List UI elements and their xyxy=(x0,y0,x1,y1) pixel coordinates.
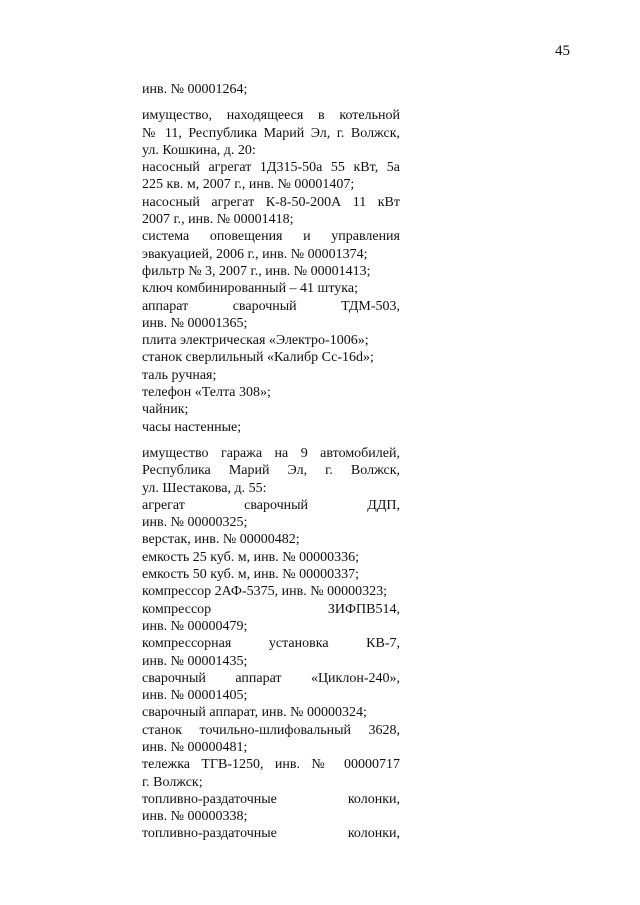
text-line: инв. № 00001264; xyxy=(142,82,248,97)
text-line: топливно-раздаточные колонки, xyxy=(142,826,400,842)
text-line: 225 кв. м, 2007 г., инв. № 00001407; xyxy=(142,177,355,193)
text-line: агрегат сварочный ДДП, xyxy=(142,497,400,513)
text-line: топливно-раздаточные колонки, xyxy=(142,791,400,807)
text-line: емкость 25 куб. м, инв. № 00000336; xyxy=(142,549,359,565)
text-line: сварочный аппарат «Циклон-240», xyxy=(142,670,400,686)
text-line: инв. № 00001435; xyxy=(142,653,248,669)
text-line: инв. № 00001365; xyxy=(142,315,248,331)
text-line: инв. № 00000338; xyxy=(142,809,248,825)
text-line: инв. № 00000481; xyxy=(142,739,248,755)
text-line: 2007 г., инв. № 00001418; xyxy=(142,212,294,228)
text-line: компрессор 2АФ-5375, инв. № 00000323; xyxy=(142,584,387,600)
text-line: фильтр № 3, 2007 г., инв. № 00001413; xyxy=(142,263,371,279)
text-line: г. Волжск; xyxy=(142,774,203,790)
text-line: телефон «Телта 308»; xyxy=(142,385,271,401)
text-line: часы настенные; xyxy=(142,419,242,435)
text-line: чайник; xyxy=(142,402,189,418)
text-line: аппарат сварочный ТДМ-503, xyxy=(142,298,400,314)
text-line: сварочный аппарат, инв. № 00000324; xyxy=(142,705,367,721)
text-line: насосный агрегат 1Д315-50а 55 кВт, 5а xyxy=(142,160,400,176)
text-line: компрессор ЗИФПВ514, xyxy=(142,601,400,617)
text-line: таль ручная; xyxy=(142,367,217,383)
text-line: емкость 50 куб. м, инв. № 00000337; xyxy=(142,567,359,583)
text-line: инв. № 00000479; xyxy=(142,618,248,634)
text-line: система оповещения и управления xyxy=(142,229,400,245)
text-line: насосный агрегат К-8-50-200А 11 кВт xyxy=(142,194,400,210)
text-line: плита электрическая «Электро-1006»; xyxy=(142,333,369,349)
text-line: ул. Кошкина, д. 20: xyxy=(142,142,256,158)
text-line: тележка ТГВ-1250, инв. № 00000717 xyxy=(142,757,400,773)
text-line: имущество гаража на 9 автомобилей, xyxy=(142,445,400,461)
text-line: эвакуацией, 2006 г., инв. № 00001374; xyxy=(142,246,368,262)
text-line: станок сверлильный «Калибр Сс-16d»; xyxy=(142,350,374,366)
text-line: № 11, Республика Марий Эл, г. Волжск, xyxy=(142,125,400,141)
page-number: 45 xyxy=(555,43,570,59)
document-body xyxy=(142,81,400,843)
text-line: компрессорная установка КВ-7, xyxy=(142,636,400,652)
text-line: инв. № 00000325; xyxy=(142,515,248,531)
text-line: имущество, находящееся в котельной xyxy=(142,108,400,124)
text-line: Республика Марий Эл, г. Волжск, xyxy=(142,463,400,479)
text-line: инв. № 00001405; xyxy=(142,688,248,704)
text-line: верстак, инв. № 00000482; xyxy=(142,532,300,548)
text-line: ул. Шестакова, д. 55: xyxy=(142,480,267,496)
text-line: ключ комбинированный – 41 штука; xyxy=(142,281,358,297)
text-line: станок точильно-шлифовальный 3628, xyxy=(142,722,400,738)
